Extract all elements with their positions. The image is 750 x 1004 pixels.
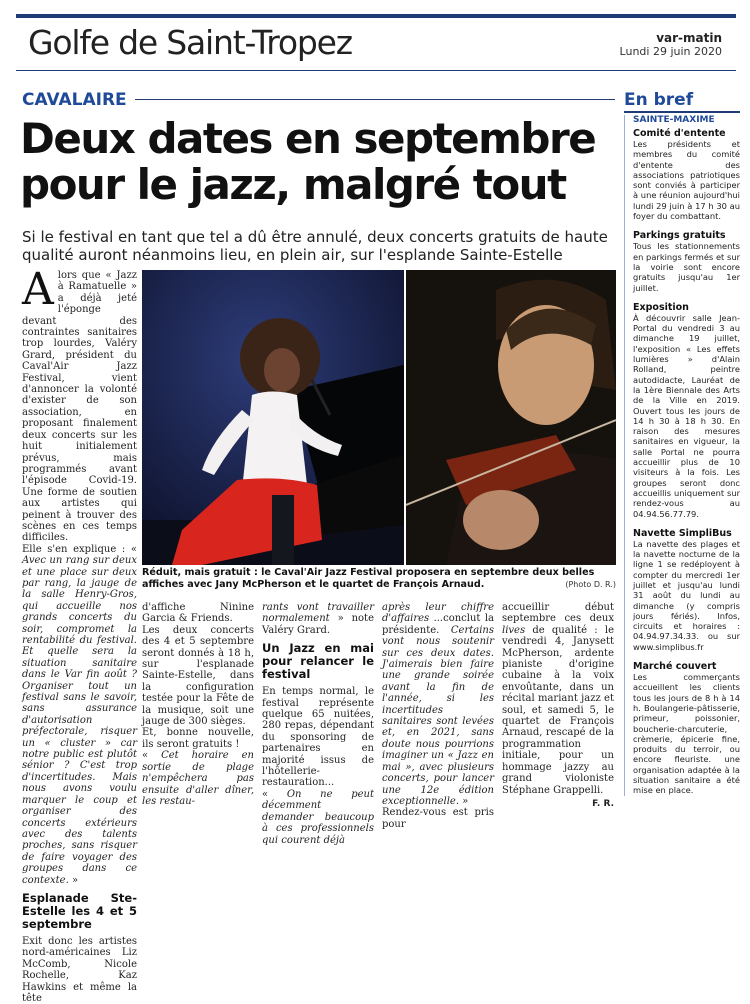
brief-heading: Parkings gratuits <box>633 230 726 242</box>
paragraph: Les deux concerts des 4 et 5 septembre seront donnés à 18 h, sur l'esplanade Sainte-Estelle, dans la configuration testée pour la Fête de la musique, soit une jauge de 300 sièges. <box>142 624 254 728</box>
subhead-esplanade: Esplanade Ste-Estelle les 4 et 5 septembre <box>22 890 137 931</box>
paragraph: Rendez-vous est pris pour <box>382 807 494 830</box>
headline-line-2: pour le jazz, malgré tout <box>20 160 566 209</box>
article-column-3 <box>262 602 374 846</box>
section-title: Golfe de Saint-Tropez <box>28 23 352 62</box>
brief-text: Les commerçants accueillent les clients tous les jours de 8 h à 14 h. Boulangerie-pâtisserie, primeur, poissonier, boucherie-charcuterie, crèmerie, épicerie fine, produits du terroir, ou encore fleuriste. une organisation adaptée à la situation sanitaire a été mise en place. <box>633 672 740 796</box>
paragraph: Exit donc les artistes nord-américaines Liz McComb, Nicole Rochelle, Kaz Hawkins et même la tête <box>22 935 137 1004</box>
quote-paragraph: « Cet horaire en sortie de plage n'empêchera pas ensuite d'aller dîner, les restau- <box>142 750 255 807</box>
brief-heading: Navette SimpliBus <box>633 527 732 539</box>
author-signature: F. R. <box>592 798 614 809</box>
subhead-jazz-en-mai: Un Jazz en mai pour relancer le festival <box>262 641 374 682</box>
brief-text: Tous les stationnements en parkings fermés et sur la voirie sont encore gratuits jusqu'au 1er juillet. <box>633 241 740 293</box>
brief-text: Les présidents et membres du comité d'entente des associations patriotiques sont conviés à participer à une réunion aujourd'hui lundi 29 juin à 17 h 30 au foyer du combattant. <box>633 139 740 222</box>
drop-cap: A <box>22 264 54 315</box>
article-column-1 <box>22 264 137 1004</box>
top-rule <box>16 14 736 18</box>
quote-paragraph: « On ne peut décemment demander beaucoup à ces professionnels qui courent déjà <box>262 788 374 846</box>
violinist-image <box>406 270 616 565</box>
en-bref-sidebar <box>624 90 740 796</box>
quote-paragraph: rants vont travailler normalement » note Valéry Grard. <box>262 602 374 636</box>
sidebar-city: SAINTE-MAXIME <box>633 115 715 125</box>
photo-credit: (Photo D. R.) <box>565 580 616 589</box>
article-kicker: CAVALAIRE <box>22 90 127 110</box>
paragraph: d'affiche Ninine Garcia & Friends. <box>142 602 254 625</box>
article-column-5 <box>502 602 614 810</box>
sidebar-content <box>624 115 740 796</box>
photo-violinist <box>406 270 616 565</box>
article-headline <box>20 116 620 208</box>
article-column-2 <box>142 602 254 807</box>
article-deck: Si le festival en tant que tel a dû être annulé, deux concerts gratuits de haute qualité auront néanmoins lieu, en plein air, sur l'esplande Sainte-Estelle <box>22 228 608 264</box>
publication-name: var-matin <box>656 31 722 45</box>
paragraph: Et, bonne nouvelle, ils seront gratuits ! <box>142 727 254 750</box>
brief-heading: Exposition <box>633 301 689 313</box>
sidebar-title: En bref <box>624 90 694 110</box>
article-column-4 <box>382 602 494 830</box>
brief-heading: Marché couvert <box>633 661 717 673</box>
sidebar-rule <box>624 111 740 113</box>
pianist-image <box>142 270 404 565</box>
brief-text: La navette des plages et la navette nocturne de la ligne 1 se redéployent à compter du mercredi 1er juillet et jusqu'au lundi 31 août du lundi au dimanche (y compris jours fériés). Infos, circuits et horaires : 04.94.97.34.33. ou sur www.simplibus.fr <box>633 538 740 652</box>
headline-line-1: Deux dates en septembre <box>20 114 596 163</box>
lead-paragraph: Alors que « Jazz à Ramatuelle » a déjà jeté l'éponge devant des contraintes sanitaires trop lourdes, Valéry Grard, président du Caval'Air Jazz Festival, vient d'annoncer la volonté d'exister de son association, en proposant finalement deux concerts sur les huit initialement prévus, mais programmés avant l'épisode Covid-19. Une forme de soutien aux artistes qui peinent à trouver des scènes en ces temps difficiles. <box>22 264 137 544</box>
photo-caption: Réduit, mais gratuit : le Caval'Air Jazz Festival proposera en septembre deux belles affiches avec Jany McPherson et le quartet de François Arnaud. <box>142 567 595 590</box>
brief-heading: Comité d'entente <box>633 128 726 139</box>
paragraph: En temps normal, le festival représente quelque 65 nuitées, 280 repas, dépendant du sponsoring de partenaires en majorité issus de l'hôtellerie-restauration... <box>262 686 374 789</box>
publication-date: Lundi 29 juin 2020 <box>619 45 722 58</box>
paragraph: accueillir début septembre ces deux lives de qualité : le vendredi 4, Janysett McPherson, ardente pianiste d'origine cubaine à la voix envoûtante, dans un récital mariant jazz et soul, et samedi 5, le quartet de François Arnaud, rescapé de la programmation initiale, pour un hommage jazzy au grand violoniste Stéphane Grappelli. <box>502 602 614 796</box>
quote-paragraph: après leur chiffre d'affaires ...conclut la présidente. Certains vont nous soutenir sur ces deux dates. J'aimerais bien faire une grande soirée avant la fin de l'année, si les incertitudes sanitaires sont levées et, en 2021, sans doute nous pourrions imaginer un « Jazz en mai », avec plusieurs concerts, pour lancer une 12e édition exceptionnelle. » <box>382 602 494 807</box>
photo-pianist <box>142 270 404 565</box>
kicker-rule <box>135 99 615 100</box>
header-divider <box>16 70 736 71</box>
quote-paragraph: Elle s'en explique : « Avec un rang sur deux et une place sur deux par rang, la jauge de la salle Henry-Gros, qui accueille nos grands concerts du soir, compromet la rentabilité du festival. Et quelle sera la situation sanitaire dans le Var fin août ? Organiser tout un festival sans le savoir, sans assurance d'autorisation préfectorale, risquer un « cluster » car notre public est plutôt sénior ? C'est trop d'incertitudes. Mais nous avons voulu marquer le coup et organiser des concerts extérieurs avec des talents proches, sans risquer de faire voyager des groupes dans ce contexte. » <box>22 543 137 886</box>
brief-text: À découvrir salle Jean-Portal du vendredi 3 au dimanche 19 juillet, l'exposition « Les effets lumières » d'Alain Rolland, peintre autodidacte, Lauréat de la 1ère Biennale des Arts de la Ville en 2019. Ouvert tous les jours de 14 h 30 à 18 h 30. En raison des mesures sanitaires en vigueur, la salle Portal ne pourra accueillir plus de 10 visiteurs à la fois. Les groupes seront donc accueillis uniquement sur rendez-vous au 04.94.56.77.79. <box>633 312 740 519</box>
